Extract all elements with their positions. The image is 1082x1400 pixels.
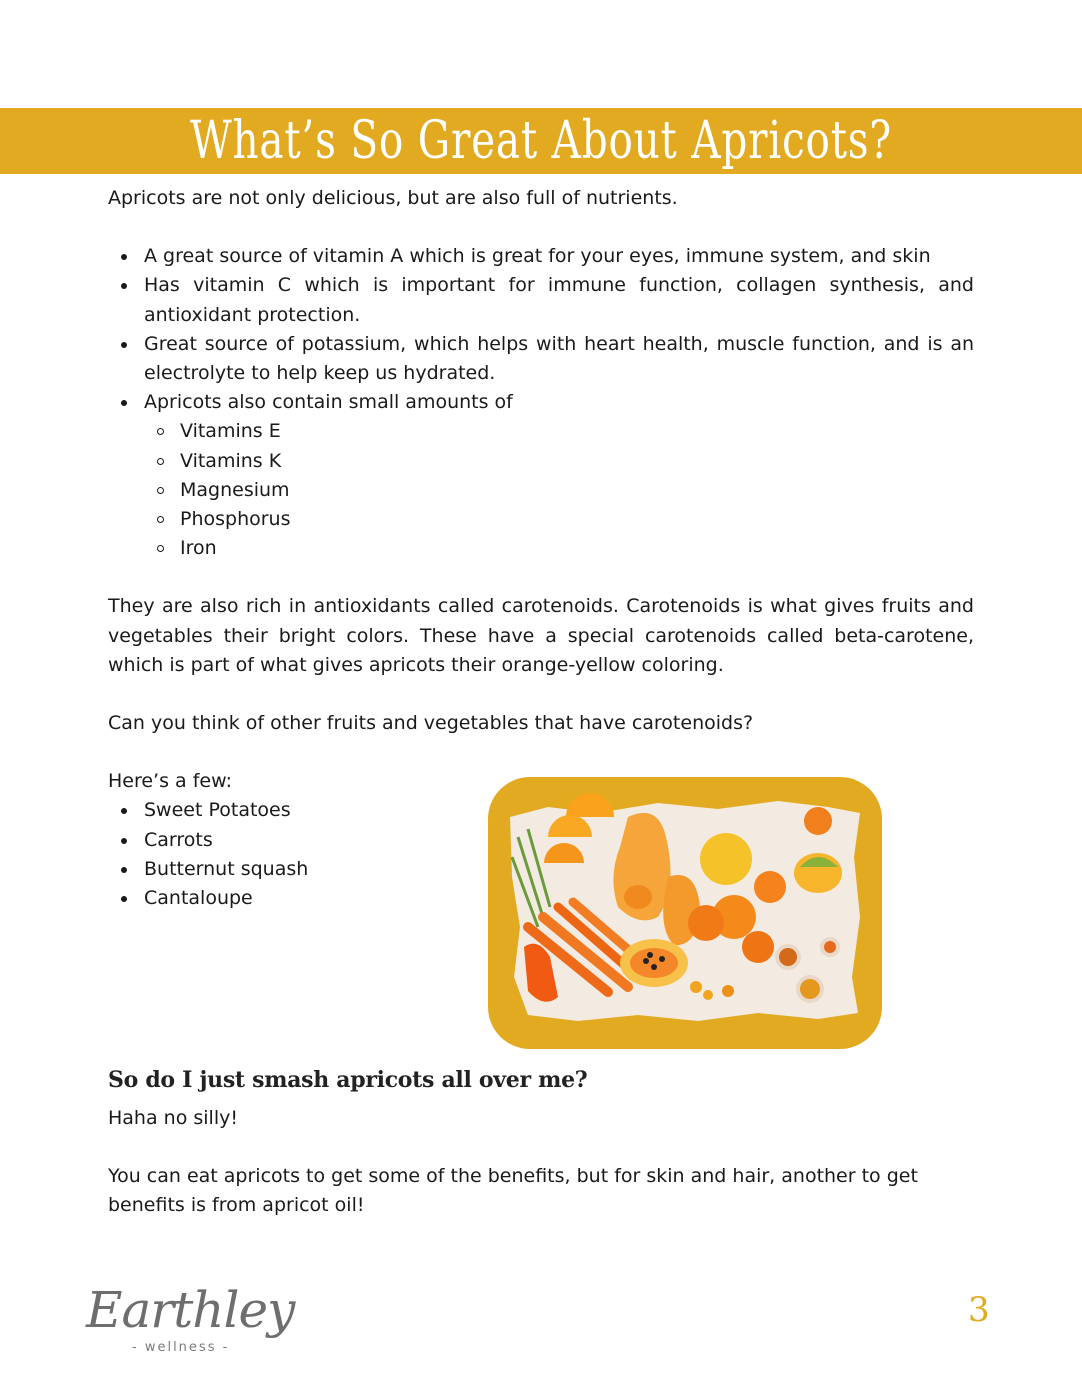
list-item: Iron	[144, 534, 974, 563]
list-item: Cantaloupe	[108, 884, 468, 913]
carotenoid-foods-list	[108, 796, 468, 913]
page-number: 3	[968, 1290, 990, 1330]
carotenoids-paragraph: They are also rich in antioxidants called carotenoids. Carotenoids is what gives fruits and vegetables their bright colors. These have a special carotenoids called beta-carotene, which is part of what gives apricots their orange-yellow coloring.	[108, 595, 974, 676]
closing-section	[108, 1104, 974, 1221]
intro-text: Apricots are not only delicious, but are also full of nutrients.	[108, 187, 678, 209]
produce-illustration	[488, 777, 882, 1049]
list-item	[108, 388, 974, 563]
page-title: What’s So Great About Apricots?	[190, 111, 892, 171]
logo-tagline: - wellness -	[132, 1340, 230, 1355]
list-item-label: Apricots also contain small amounts of	[144, 391, 513, 414]
question-text: Can you think of other fruits and vegetables that have carotenoids?	[108, 712, 754, 735]
list-item: Vitamins E	[144, 417, 974, 446]
closing-text: You can eat apricots to get some of the benefits, but for skin and hair, another to get benefits is from apricot oil!	[108, 1165, 918, 1217]
list-item: Has vitamin C which is important for immune function, collagen synthesis, and antioxidant protection.	[108, 271, 974, 329]
few-label: Here’s a few:	[108, 770, 233, 793]
nutrient-list	[108, 242, 974, 563]
list-item: Sweet Potatoes	[108, 796, 468, 825]
logo-wordmark: Earthley	[86, 1281, 295, 1339]
list-item: Phosphorus	[144, 505, 974, 534]
list-item: Great source of potassium, which helps with heart health, muscle function, and is an electrolyte to help keep us hydrated.	[108, 330, 974, 388]
answer-text: Haha no silly!	[108, 1107, 238, 1129]
section-subheading: So do I just smash apricots all over me?	[108, 1067, 588, 1093]
list-item: Carrots	[108, 826, 468, 855]
produce-photo	[488, 777, 882, 1049]
list-item: Butternut squash	[108, 855, 468, 884]
list-item: A great source of vitamin A which is great for your eyes, immune system, and skin	[108, 242, 974, 271]
list-item: Magnesium	[144, 476, 974, 505]
earthley-logo	[86, 1281, 295, 1364]
list-item: Vitamins K	[144, 447, 974, 476]
title-banner	[0, 108, 1082, 174]
small-amounts-list	[144, 417, 974, 563]
